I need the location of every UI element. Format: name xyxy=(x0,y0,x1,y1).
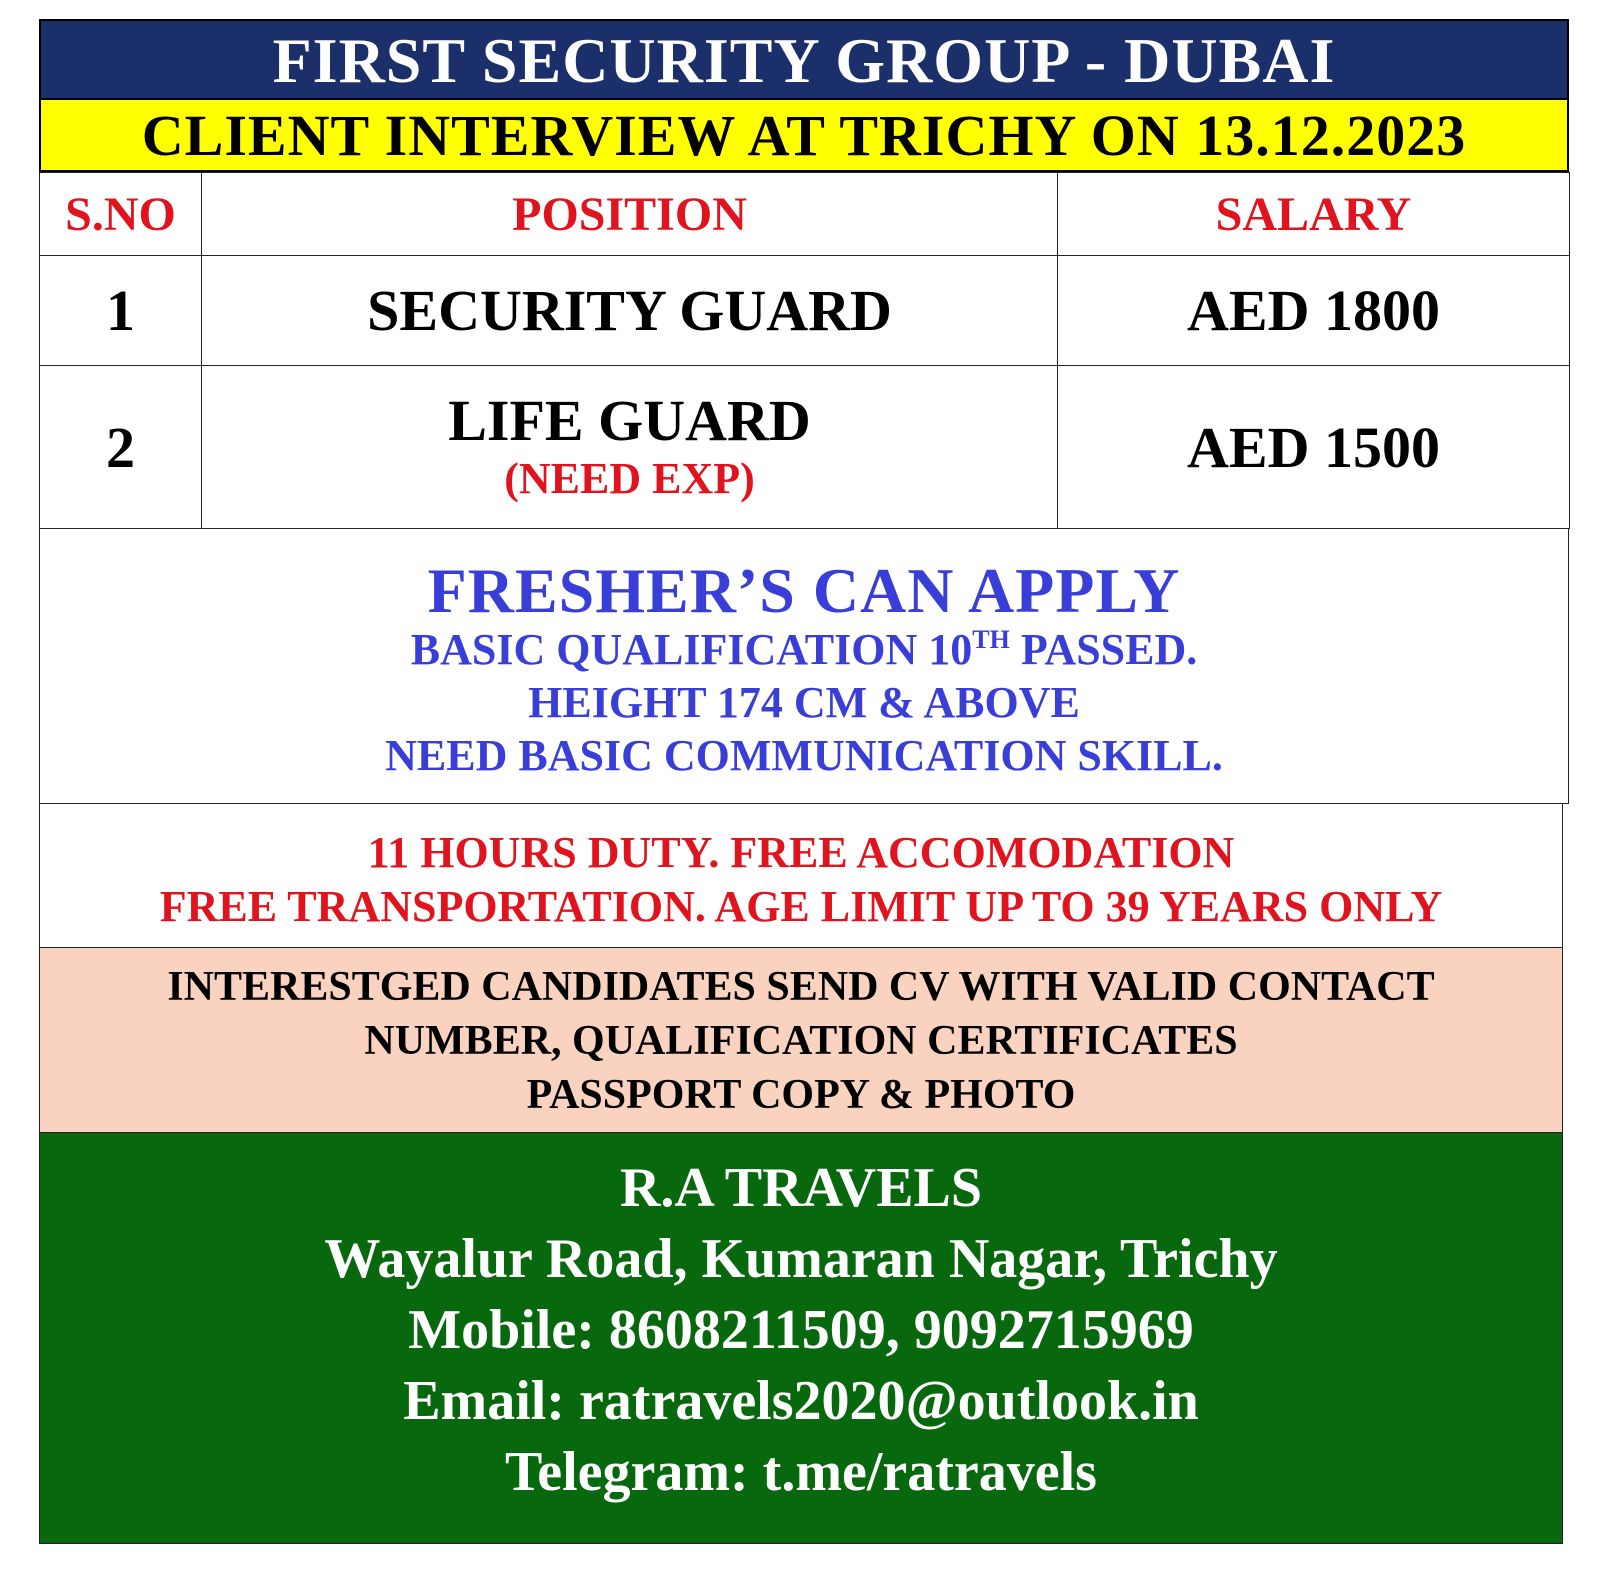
table-row xyxy=(40,366,1570,529)
qualification-superscript: TH xyxy=(972,625,1010,654)
qualification-text: BASIC QUALIFICATION 10 xyxy=(410,625,973,674)
job-poster xyxy=(39,19,1569,1544)
requirements-section xyxy=(39,529,1569,804)
row-sno: 2 xyxy=(40,366,202,529)
apply-line-2: NUMBER, QUALIFICATION CERTIFICATES xyxy=(364,1018,1238,1064)
position-title: LIFE GUARD xyxy=(448,388,811,453)
qualification-suffix: PASSED. xyxy=(1009,625,1198,674)
row-salary: AED 1500 xyxy=(1058,366,1570,529)
benefits-section xyxy=(39,804,1563,948)
column-header-sno: S.NO xyxy=(40,173,202,256)
company-name: R.A TRAVELS xyxy=(619,1157,983,1219)
telegram-link: Telegram: t.me/ratravels xyxy=(505,1441,1097,1503)
row-sno: 1 xyxy=(40,256,202,366)
row-position xyxy=(202,366,1058,529)
benefits-line-2: FREE TRANSPORTATION. AGE LIMIT UP TO 39 YEARS ONLY xyxy=(159,882,1443,931)
table-row xyxy=(40,256,1570,366)
apply-line-1: INTERESTGED CANDIDATES SEND CV WITH VALID CONTACT xyxy=(167,964,1435,1010)
column-header-salary: SALARY xyxy=(1058,173,1570,256)
company-address: Wayalur Road, Kumaran Nagar, Trichy xyxy=(324,1228,1278,1290)
interview-date-banner: CLIENT INTERVIEW AT TRICHY ON 13.12.2023 xyxy=(39,100,1569,172)
position-title: SECURITY GUARD xyxy=(367,277,892,343)
height-line: HEIGHT 174 CM & ABOVE xyxy=(528,678,1080,727)
contact-section xyxy=(39,1133,1563,1544)
position-note: (NEED EXP) xyxy=(504,454,755,503)
benefits-line-1: 11 HOURS DUTY. FREE ACCOMODATION xyxy=(367,828,1235,877)
positions-table xyxy=(39,172,1570,529)
apply-line-3: PASSPORT COPY & PHOTO xyxy=(526,1072,1076,1118)
row-salary: AED 1800 xyxy=(1058,256,1570,366)
qualification-line xyxy=(40,623,1568,676)
poster-title: FIRST SECURITY GROUP - DUBAI xyxy=(39,19,1569,100)
column-header-position: POSITION xyxy=(202,173,1058,256)
freshers-headline: FRESHER’S CAN APPLY xyxy=(427,555,1181,626)
communication-line: NEED BASIC COMMUNICATION SKILL. xyxy=(385,731,1223,780)
apply-instructions-section xyxy=(39,948,1563,1133)
table-header-row xyxy=(40,173,1570,256)
mobile-numbers: Mobile: 8608211509, 9092715969 xyxy=(408,1299,1194,1361)
row-position xyxy=(202,256,1058,366)
email-address: Email: ratravels2020@outlook.in xyxy=(403,1370,1199,1432)
